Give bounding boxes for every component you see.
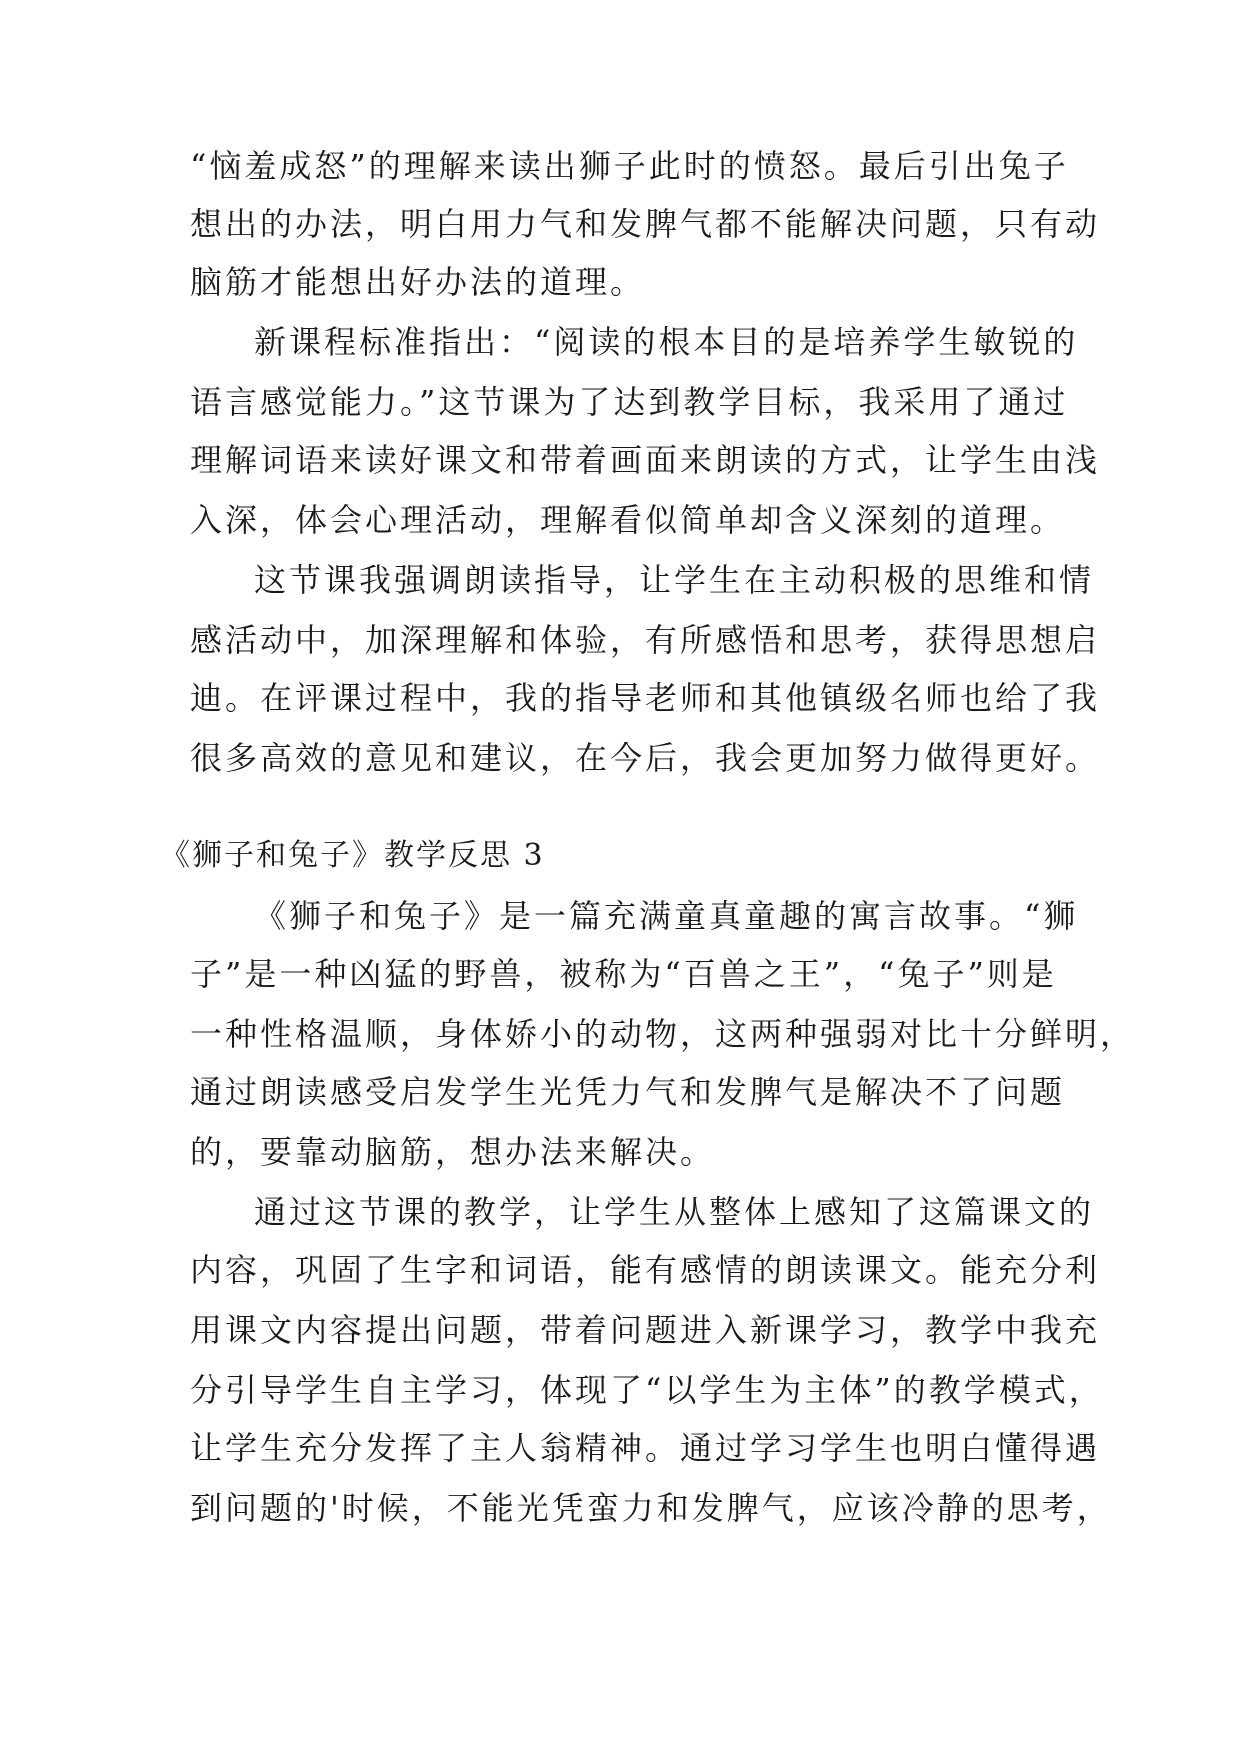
para4-line-3: 一种性格温顺，身体娇小的动物，这两种强弱对比十分鲜明，	[190, 1015, 1136, 1053]
para2-line-1: 新课程标准指出：“阅读的根本目的是培养学生敏锐的	[254, 323, 1079, 361]
para2-line-2: 语言感觉能力。”这节课为了达到教学目标，我采用了通过	[190, 383, 1069, 421]
section-heading: 《狮子和兔子》教学反思 3	[160, 838, 545, 873]
para1-line-2: 想出的办法，明白用力气和发脾气都不能解决问题，只有动	[190, 205, 1101, 243]
para5-line-5: 让学生充分发挥了主人翁精神。通过学习学生也明白懂得遇	[190, 1429, 1101, 1467]
para3-line-1: 这节课我强调朗读指导，让学生在主动积极的思维和情	[254, 561, 1095, 599]
para1-line-1: “恼羞成怒”的理解来读出狮子此时的愤怒。最后引出兔子	[190, 147, 1069, 185]
para1-line-3: 脑筋才能想出好办法的道理。	[190, 263, 646, 301]
para2-line-4: 入深，体会心理活动，理解看似简单却含义深刻的道理。	[190, 501, 1066, 539]
para4-line-1: 《狮子和兔子》是一篇充满童真童趣的寓言故事。“狮	[254, 897, 1079, 935]
para3-line-3: 迪。在评课过程中，我的指导老师和其他镇级名师也给了我	[190, 679, 1101, 717]
para5-line-6: 到问题的'时候，不能光凭蛮力和发脾气，应该冷静的思考，	[190, 1489, 1112, 1527]
para4-line-4: 通过朗读感受启发学生光凭力气和发脾气是解决不了问题	[190, 1073, 1066, 1111]
para4-line-5: 的，要靠动脑筋，想办法来解决。	[190, 1133, 716, 1171]
para2-line-3: 理解词语来读好课文和带着画面来朗读的方式，让学生由浅	[190, 441, 1101, 479]
para3-line-4: 很多高效的意见和建议，在今后，我会更加努力做得更好。	[190, 739, 1101, 777]
para4-line-2: 子”是一种凶猛的野兽，被称为“百兽之王”，“兔子”则是	[190, 955, 1057, 993]
para3-line-2: 感活动中，加深理解和体验，有所感悟和思考，获得思想启	[190, 621, 1101, 659]
para5-line-4: 分引导学生自主学习，体现了“以学生为主体”的教学模式，	[190, 1371, 1104, 1409]
para5-line-1: 通过这节课的教学，让学生从整体上感知了这篇课文的	[254, 1193, 1095, 1231]
para5-line-3: 用课文内容提出问题，带着问题进入新课学习，教学中我充	[190, 1311, 1101, 1349]
para5-line-2: 内容，巩固了生字和词语，能有感情的朗读课文。能充分利	[190, 1251, 1101, 1289]
